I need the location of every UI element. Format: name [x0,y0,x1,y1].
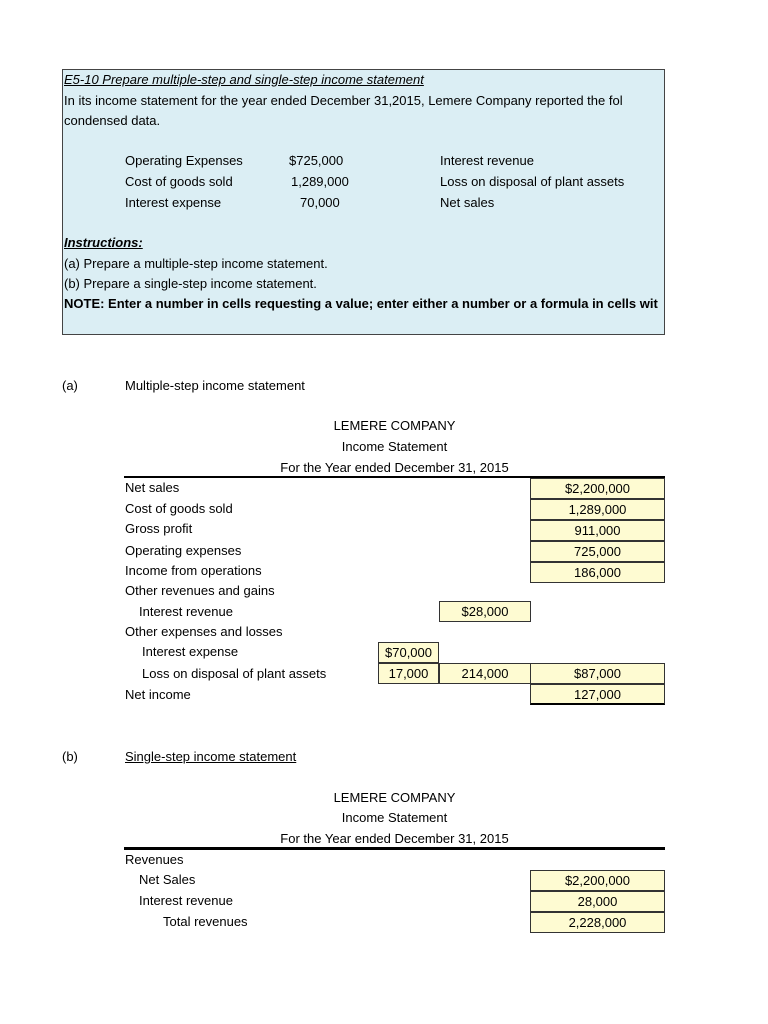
instruction-b: (b) Prepare a single-step income statement. [64,276,317,291]
data-value-cogs: 1,289,000 [291,174,349,189]
label-operating-expenses: Operating expenses [125,543,242,558]
problem-title: E5-10 Prepare multiple-step and single-step income statement [64,72,424,87]
cell-interest-expense[interactable]: $70,000 [378,642,439,663]
cell-other-expenses-total[interactable]: $87,000 [530,663,665,684]
label-cogs: Cost of goods sold [125,501,233,516]
label-net-sales: Net sales [125,480,180,495]
data-label-cogs: Cost of goods sold [125,174,233,189]
cell-b-net-sales[interactable]: $2,200,000 [530,870,665,891]
part-a-company: LEMERE COMPANY [333,418,456,433]
data-value-operating-expenses: $725,000 [289,153,344,168]
cell-operating-expenses[interactable]: 725,000 [530,541,665,562]
data-label-interest-expense: Interest expense [125,195,222,210]
instructions-note: NOTE: Enter a number in cells requesting a value; enter either a number or a formula in cells wit [64,296,658,311]
label-b-net-sales: Net Sales [139,872,196,887]
label-net-income: Net income [125,687,191,702]
part-b-company: LEMERE COMPANY [333,790,456,805]
part-b-heading: Single-step income statement [125,749,297,764]
instructions-heading: Instructions: [64,235,143,250]
cell-net-income[interactable]: 127,000 [530,684,665,705]
cell-loss-subtotal[interactable]: 214,000 [439,663,531,684]
part-b-header-rule [124,847,665,850]
part-b-statement: Income Statement [341,810,448,825]
label-other-expenses: Other expenses and losses [125,624,283,639]
problem-intro-line1: In its income statement for the year ended December 31,2015, Lemere Company reported the fol [64,93,623,108]
cell-total-revenues[interactable]: 2,228,000 [530,912,665,933]
part-a-heading: Multiple-step income statement [125,378,305,393]
label-total-revenues: Total revenues [163,914,248,929]
part-a-period: For the Year ended December 31, 2015 [280,460,509,475]
label-loss-on-disposal: Loss on disposal of plant assets [142,666,327,681]
problem-intro-line2: condensed data. [64,113,161,128]
part-b-marker: (b) [62,749,78,764]
cell-cogs[interactable]: 1,289,000 [530,499,665,520]
cell-loss-on-disposal[interactable]: 17,000 [378,663,439,684]
cell-net-sales[interactable]: $2,200,000 [530,478,665,499]
cell-gross-profit[interactable]: 911,000 [530,520,665,541]
part-a-marker: (a) [62,378,78,393]
label-revenues: Revenues [125,852,184,867]
label-interest-expense: Interest expense [142,644,239,659]
instruction-a: (a) Prepare a multiple-step income statement. [64,256,328,271]
data-label-operating-expenses: Operating Expenses [125,153,243,168]
cell-interest-revenue[interactable]: $28,000 [439,601,531,622]
label-interest-revenue: Interest revenue [139,604,233,619]
data-label-net-sales: Net sales [440,195,495,210]
label-gross-profit: Gross profit [125,521,193,536]
data-label-interest-revenue: Interest revenue [440,153,534,168]
part-b-period: For the Year ended December 31, 2015 [280,831,509,846]
problem-box [62,69,665,335]
label-income-from-operations: Income from operations [125,563,262,578]
label-other-revenues: Other revenues and gains [125,583,275,598]
cell-income-from-operations[interactable]: 186,000 [530,562,665,583]
cell-b-interest-revenue[interactable]: 28,000 [530,891,665,912]
part-a-statement: Income Statement [341,439,448,454]
data-label-loss-on-disposal: Loss on disposal of plant assets [440,174,625,189]
data-value-interest-expense: 70,000 [300,195,340,210]
label-b-interest-revenue: Interest revenue [139,893,233,908]
